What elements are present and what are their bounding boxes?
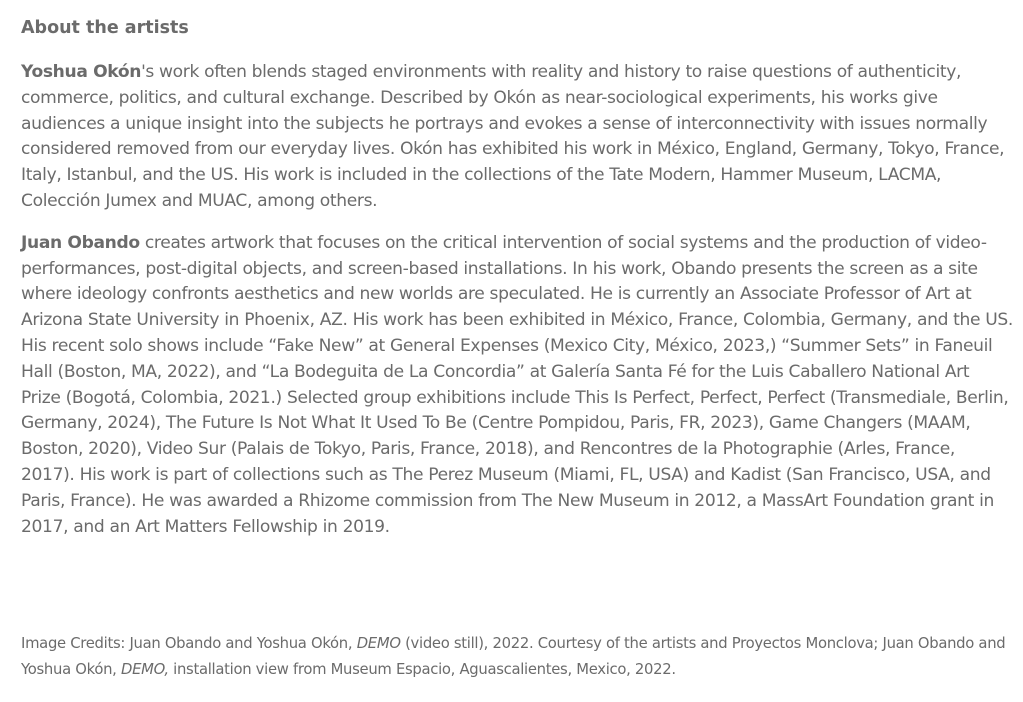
credits-middle: (video still), 2022. Courtesy of the artists and Proyectos Monclova; Juan Obando and Yoshua Okón, bbox=[21, 635, 1006, 678]
artist-name-obando: Juan Obando bbox=[21, 232, 140, 253]
artist-name-okon: Yoshua Okón bbox=[21, 62, 142, 82]
credits-suffix: installation view from Museum Espacio, Aguascalientes, Mexico, 2022. bbox=[168, 660, 676, 678]
credits-work-title: DEMO bbox=[356, 635, 401, 652]
artist-bio-text-okon: 's work often blends staged environments with reality and history to raise questions of authenticity, commerce, politics, and cultural exchange. Described by Okón as near-sociological experiments, his works give audiences a unique insight into the subjects he portrays and evokes a sense of interconnectivity with issues normally considered removed from our everyday lives. Okón has exhibited his work in México, England, Germany, Tokyo, France, Italy, Istanbul, and the US. His work is included in the collections of the Tate Modern, Hammer Museum, LACMA, Colección Jumex and MUAC, among others. bbox=[21, 62, 1005, 211]
image-credits bbox=[21, 631, 1013, 682]
artist-bio-obando bbox=[21, 231, 1013, 541]
artist-bio-okon bbox=[21, 60, 1013, 215]
section-heading: About the artists bbox=[21, 18, 189, 38]
credits-prefix: Image Credits: Juan Obando and Yoshua Okón, bbox=[21, 635, 357, 652]
credits-work-title-2: DEMO, bbox=[121, 660, 169, 678]
artist-bio-text-obando: creates artwork that focuses on the critical intervention of social systems and the production of video-performances, post-digital objects, and screen-based installations. In his work, Obando presents the screen as a site where ideology confronts aesthetics and new worlds are speculated. He is currently an Associate Professor of Art at Arizona State University in Phoenix, AZ. His work has been exhibited in México, France, Colombia, Germany, and the US. His recent solo shows include “Fake New” at General Expenses (Mexico City, México, 2023,) “Summer Sets” in Faneuil Hall (Boston, MA, 2022), and “La Bodeguita de La Concordia” at Galería Santa Fé for the Luis Caballero National Art Prize (Bogotá, Colombia, 2021.) Selected group exhibitions include This Is Perfect, Perfect, Perfect (Transmediale, Berlin, Germany, 2024), The Future Is Not What It Used To Be (Centre Pompidou, Paris, FR, 2023), Game Changers (MAAM, Boston, 2020), Video Sur (Palais de Tokyo, Paris, France, 2018), and Rencontres de la Photographie (Arles, France, 2017). His work is part of collections such as The Perez Museum (Miami, FL, USA) and Kadist (San Francisco, USA, and Paris, France). He was awarded a Rhizome commission from The New Museum in 2012, a MassArt Foundation grant in 2017, and an Art Matters Fellowship in 2019. bbox=[21, 232, 1013, 537]
